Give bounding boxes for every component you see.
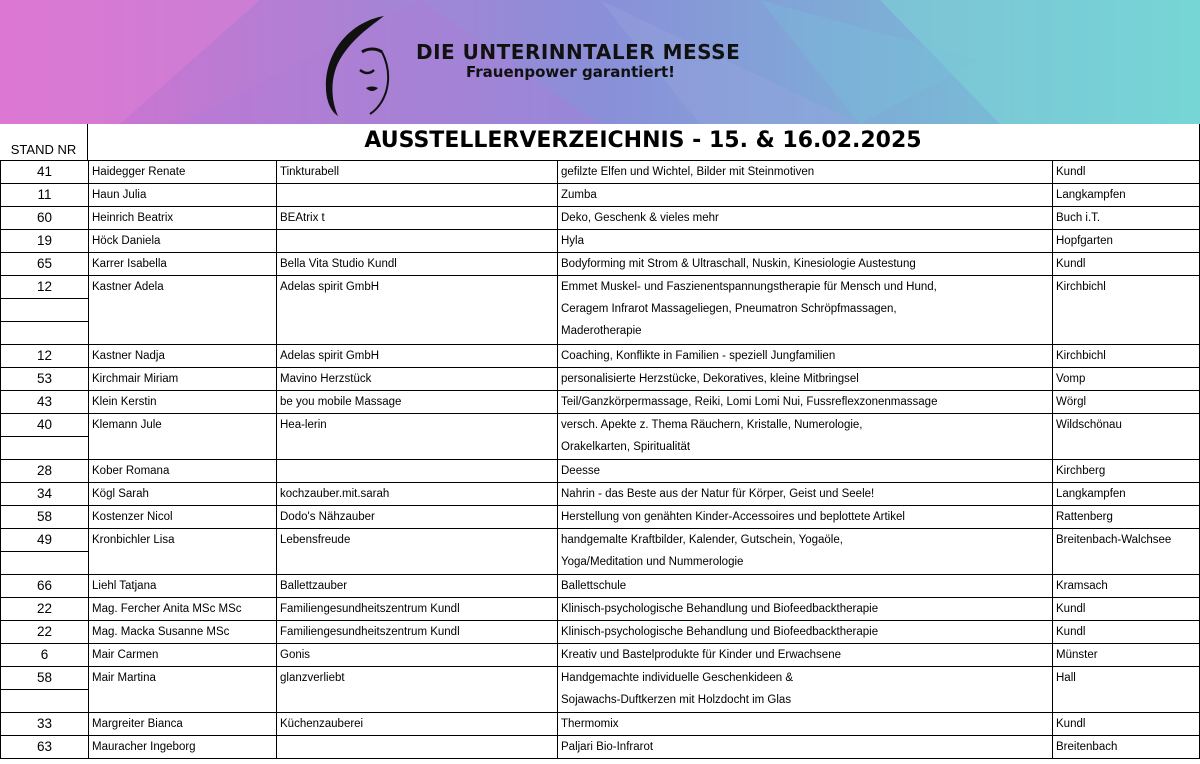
company-cell [277,736,558,759]
name-cell [89,184,277,207]
description-cell [558,230,1053,253]
stand-number-text: 60 [36,210,53,225]
place-text: Buch i.T. [1056,212,1101,224]
table-row [1,529,1200,575]
stand-number-text: 41 [36,164,53,179]
description-line: Klinisch-psychologische Behandlung und Biofeedbacktherapie [561,603,879,615]
description-cell [558,621,1053,644]
stand-column-header: STAND NR [0,124,88,160]
stand-number-text: 34 [36,486,53,501]
stand-number-cell [1,161,89,184]
stand-number-text: 22 [36,624,53,639]
table-row [1,368,1200,391]
name-text: Klemann Jule [92,419,162,431]
place-cell [1053,368,1200,391]
place-cell [1053,667,1200,713]
company-text: glanzverliebt [280,672,345,684]
name-text: Haidegger Renate [92,166,186,178]
company-text: be you mobile Massage [280,396,402,408]
description-cell [558,414,1053,460]
table-row [1,253,1200,276]
stand-number-text: 19 [36,233,53,248]
description-line: Thermomix [561,718,619,730]
stand-number-cell [1,621,89,644]
place-text: Rattenberg [1056,511,1113,523]
company-cell [277,276,558,345]
description-line: Kreativ und Bastelprodukte für Kinder und Erwachsene [561,649,841,661]
description-line: gefilzte Elfen und Wichtel, Bilder mit Steinmotiven [561,166,815,178]
place-text: Hall [1056,672,1076,684]
stand-number-text: 58 [36,509,53,524]
exhibitor-table [0,160,1200,759]
description-cell [558,644,1053,667]
place-cell [1053,529,1200,575]
stand-number-text: 11 [37,187,52,202]
description-line: Orakelkarten, Spiritualität [561,441,691,453]
name-text: Klein Kerstin [92,396,157,408]
name-text: Kostenzer Nicol [92,511,173,523]
name-cell [89,529,277,575]
description-line: Ceragem Infrarot Massageliegen, Pneumatron Schröpfmassagen, [561,303,897,315]
description-line: versch. Apekte z. Thema Räuchern, Kristalle, Numerologie, [561,419,863,431]
place-text: Wildschönau [1056,419,1122,431]
company-cell [277,598,558,621]
company-cell [277,207,558,230]
table-row [1,621,1200,644]
description-line: Maderotherapie [561,325,642,337]
name-text: Mair Carmen [92,649,159,661]
table-row [1,460,1200,483]
place-text: Kirchberg [1056,465,1106,477]
company-text [280,736,557,758]
stand-number-cell [1,253,89,276]
company-text: Hea-lerin [280,419,327,431]
name-text: Haun Julia [92,189,147,201]
table-row [1,414,1200,460]
stand-number-cell [1,345,89,368]
stand-number-cell [1,276,89,345]
company-cell [277,414,558,460]
company-text: Familiengesundheitszentrum Kundl [280,626,460,638]
company-text: kochzauber.mit.sarah [280,488,390,500]
description-cell [558,506,1053,529]
company-text [280,184,557,206]
place-text: Hopfgarten [1056,235,1113,247]
description-cell [558,276,1053,345]
table-row [1,644,1200,667]
stand-number-cell [1,713,89,736]
stand-number-text: 49 [36,532,53,547]
description-cell [558,483,1053,506]
name-cell [89,575,277,598]
company-text: Küchenzauberei [280,718,364,730]
name-cell [89,598,277,621]
description-line: personalisierte Herzstücke, Dekoratives, kleine Mitbringsel [561,373,859,385]
place-text: Vomp [1056,373,1086,385]
name-cell [89,391,277,414]
name-text: Heinrich Beatrix [92,212,174,224]
company-text: Ballettzauber [280,580,348,592]
place-text: Münster [1056,649,1098,661]
company-cell [277,621,558,644]
description-line: Coaching, Konflikte in Familien - speziell Jungfamilien [561,350,836,362]
company-text: Tinkturabell [280,166,340,178]
name-text: Mag. Macka Susanne MSc [92,626,230,638]
place-text: Kundl [1056,166,1086,178]
company-text: Gonis [280,649,311,661]
description-cell [558,713,1053,736]
description-line: Deesse [561,465,600,477]
table-row [1,276,1200,345]
place-cell [1053,414,1200,460]
company-text: Lebensfreude [280,534,351,546]
company-cell [277,575,558,598]
table-row [1,506,1200,529]
header-banner [0,0,1200,124]
description-line: Yoga/Meditation und Nummerologie [561,556,744,568]
company-cell [277,644,558,667]
stand-number-text: 33 [36,716,53,731]
table-row [1,483,1200,506]
stand-number-text: 22 [36,601,53,616]
description-line: Ballettschule [561,580,627,592]
table-row [1,713,1200,736]
description-cell [558,598,1053,621]
name-text: Kronbichler Lisa [92,534,175,546]
stand-number-cell [1,644,89,667]
place-text: Kramsach [1056,580,1108,592]
company-cell [277,253,558,276]
company-text: Dodo's Nähzauber [280,511,375,523]
description-line: handgemalte Kraftbilder, Kalender, Gutschein, Yogaöle, [561,534,843,546]
place-text: Langkampfen [1056,189,1126,201]
name-cell [89,414,277,460]
description-line: Deko, Geschenk & vieles mehr [561,212,719,224]
stand-number-cell [1,598,89,621]
company-cell [277,460,558,483]
description-cell [558,207,1053,230]
place-text: Breitenbach-Walchsee [1056,534,1172,546]
place-cell [1053,345,1200,368]
name-text: Liehl Tatjana [92,580,157,592]
company-text: Familiengesundheitszentrum Kundl [280,603,460,615]
name-cell [89,276,277,345]
stand-number-cell [1,460,89,483]
description-line: Klinisch-psychologische Behandlung und Biofeedbacktherapie [561,626,879,638]
company-cell [277,483,558,506]
company-text [280,460,557,482]
description-cell [558,368,1053,391]
name-cell [89,483,277,506]
place-cell [1053,207,1200,230]
stand-number-text: 12 [36,348,53,363]
name-text: Kirchmair Miriam [92,373,179,385]
name-cell [89,621,277,644]
stand-number-text: 58 [36,670,53,685]
company-cell [277,667,558,713]
stand-number-text: 28 [36,463,53,478]
company-text: Adelas spirit GmbH [280,350,380,362]
stand-number-cell [1,736,89,759]
company-cell [277,345,558,368]
name-cell [89,506,277,529]
place-cell [1053,483,1200,506]
place-text: Kirchbichl [1056,350,1106,362]
table-row [1,345,1200,368]
table-row [1,391,1200,414]
stand-number-text: 43 [36,394,53,409]
place-text: Kundl [1056,603,1086,615]
place-cell [1053,161,1200,184]
company-cell [277,529,558,575]
page-title: AUSSTELLERVERZEICHNIS - 15. & 16.02.2025 [364,128,922,153]
name-cell [89,230,277,253]
woman-face-logo-icon [310,12,410,117]
description-line: Handgemachte individuelle Geschenkideen & [561,672,794,684]
brand-subtitle: Frauenpower garantiert! [466,63,675,81]
place-cell [1053,621,1200,644]
place-cell [1053,598,1200,621]
table-row [1,598,1200,621]
place-cell [1053,276,1200,345]
description-cell [558,253,1053,276]
description-cell [558,391,1053,414]
place-text: Wörgl [1056,396,1087,408]
company-text [280,230,557,252]
company-cell [277,506,558,529]
place-cell [1053,506,1200,529]
description-cell [558,529,1053,575]
name-cell [89,161,277,184]
name-text: Karrer Isabella [92,258,167,270]
company-cell [277,230,558,253]
place-cell [1053,184,1200,207]
place-text: Langkampfen [1056,488,1126,500]
description-line: Teil/Ganzkörpermassage, Reiki, Lomi Lomi Nui, Fussreflexzonenmassage [561,396,938,408]
company-cell [277,713,558,736]
name-cell [89,460,277,483]
place-text: Kundl [1056,258,1086,270]
name-cell [89,345,277,368]
description-cell [558,736,1053,759]
place-text: Breitenbach [1056,741,1118,753]
name-text: Mauracher Ingeborg [92,741,196,753]
stand-number-cell [1,506,89,529]
place-cell [1053,713,1200,736]
stand-number-text: 40 [36,417,53,432]
stand-number-cell [1,184,89,207]
place-text: Kundl [1056,626,1086,638]
place-cell [1053,736,1200,759]
name-cell [89,644,277,667]
stand-number-text: 63 [36,739,53,754]
table-row [1,736,1200,759]
description-line: Hyla [561,235,585,247]
place-cell [1053,644,1200,667]
company-text: Adelas spirit GmbH [280,281,380,293]
stand-number-cell [1,529,89,575]
stand-number-cell [1,391,89,414]
description-line: Nahrin - das Beste aus der Natur für Körper, Geist und Seele! [561,488,875,500]
table-row [1,230,1200,253]
name-cell [89,207,277,230]
place-text: Kirchbichl [1056,281,1106,293]
stand-number-cell [1,207,89,230]
table-row [1,207,1200,230]
table-row [1,184,1200,207]
name-text: Kober Romana [92,465,170,477]
company-text: BEAtrix t [280,212,325,224]
name-text: Mair Martina [92,672,156,684]
stand-number-text: 6 [40,647,49,662]
name-text: Kastner Nadja [92,350,165,362]
description-cell [558,184,1053,207]
stand-number-text: 53 [36,371,53,386]
name-cell [89,368,277,391]
company-cell [277,368,558,391]
stand-number-cell [1,414,89,460]
table-row [1,667,1200,713]
stand-number-cell [1,230,89,253]
name-text: Mag. Fercher Anita MSc MSc [92,603,242,615]
place-cell [1053,230,1200,253]
description-line: Emmet Muskel- und Faszienentspannungstherapie für Mensch und Hund, [561,281,937,293]
table-row [1,575,1200,598]
name-cell [89,667,277,713]
name-cell [89,736,277,759]
company-cell [277,184,558,207]
place-cell [1053,575,1200,598]
description-cell [558,345,1053,368]
description-cell [558,667,1053,713]
description-line: Herstellung von genähten Kinder-Accessoires und beplottete Artikel [561,511,905,523]
company-text: Bella Vita Studio Kundl [280,258,397,270]
place-cell [1053,391,1200,414]
name-text: Kastner Adela [92,281,164,293]
stand-number-text: 66 [36,578,53,593]
place-cell [1053,253,1200,276]
stand-number-text: 65 [36,256,53,271]
name-text: Kögl Sarah [92,488,149,500]
description-line: Sojawachs-Duftkerzen mit Holzdocht im Glas [561,694,792,706]
company-text: Mavino Herzstück [280,373,372,385]
name-text: Margreiter Bianca [92,718,183,730]
name-cell [89,253,277,276]
brand-title: DIE UNTERINNTALER MESSE [416,40,741,64]
stand-number-cell [1,368,89,391]
name-text: Höck Daniela [92,235,161,247]
stand-number-text: 12 [36,279,53,294]
description-line: Bodyforming mit Strom & Ultraschall, Nuskin, Kinesiologie Austestung [561,258,916,270]
name-cell [89,713,277,736]
stand-number-cell [1,575,89,598]
description-cell [558,460,1053,483]
stand-number-cell [1,483,89,506]
description-cell [558,575,1053,598]
company-cell [277,391,558,414]
description-cell [558,161,1053,184]
place-cell [1053,460,1200,483]
stand-number-cell [1,667,89,713]
description-line: Zumba [561,189,597,201]
place-text: Kundl [1056,718,1086,730]
table-header-row [0,124,1200,161]
company-cell [277,161,558,184]
description-line: Paljari Bio-Infrarot [561,741,654,753]
table-row [1,161,1200,184]
